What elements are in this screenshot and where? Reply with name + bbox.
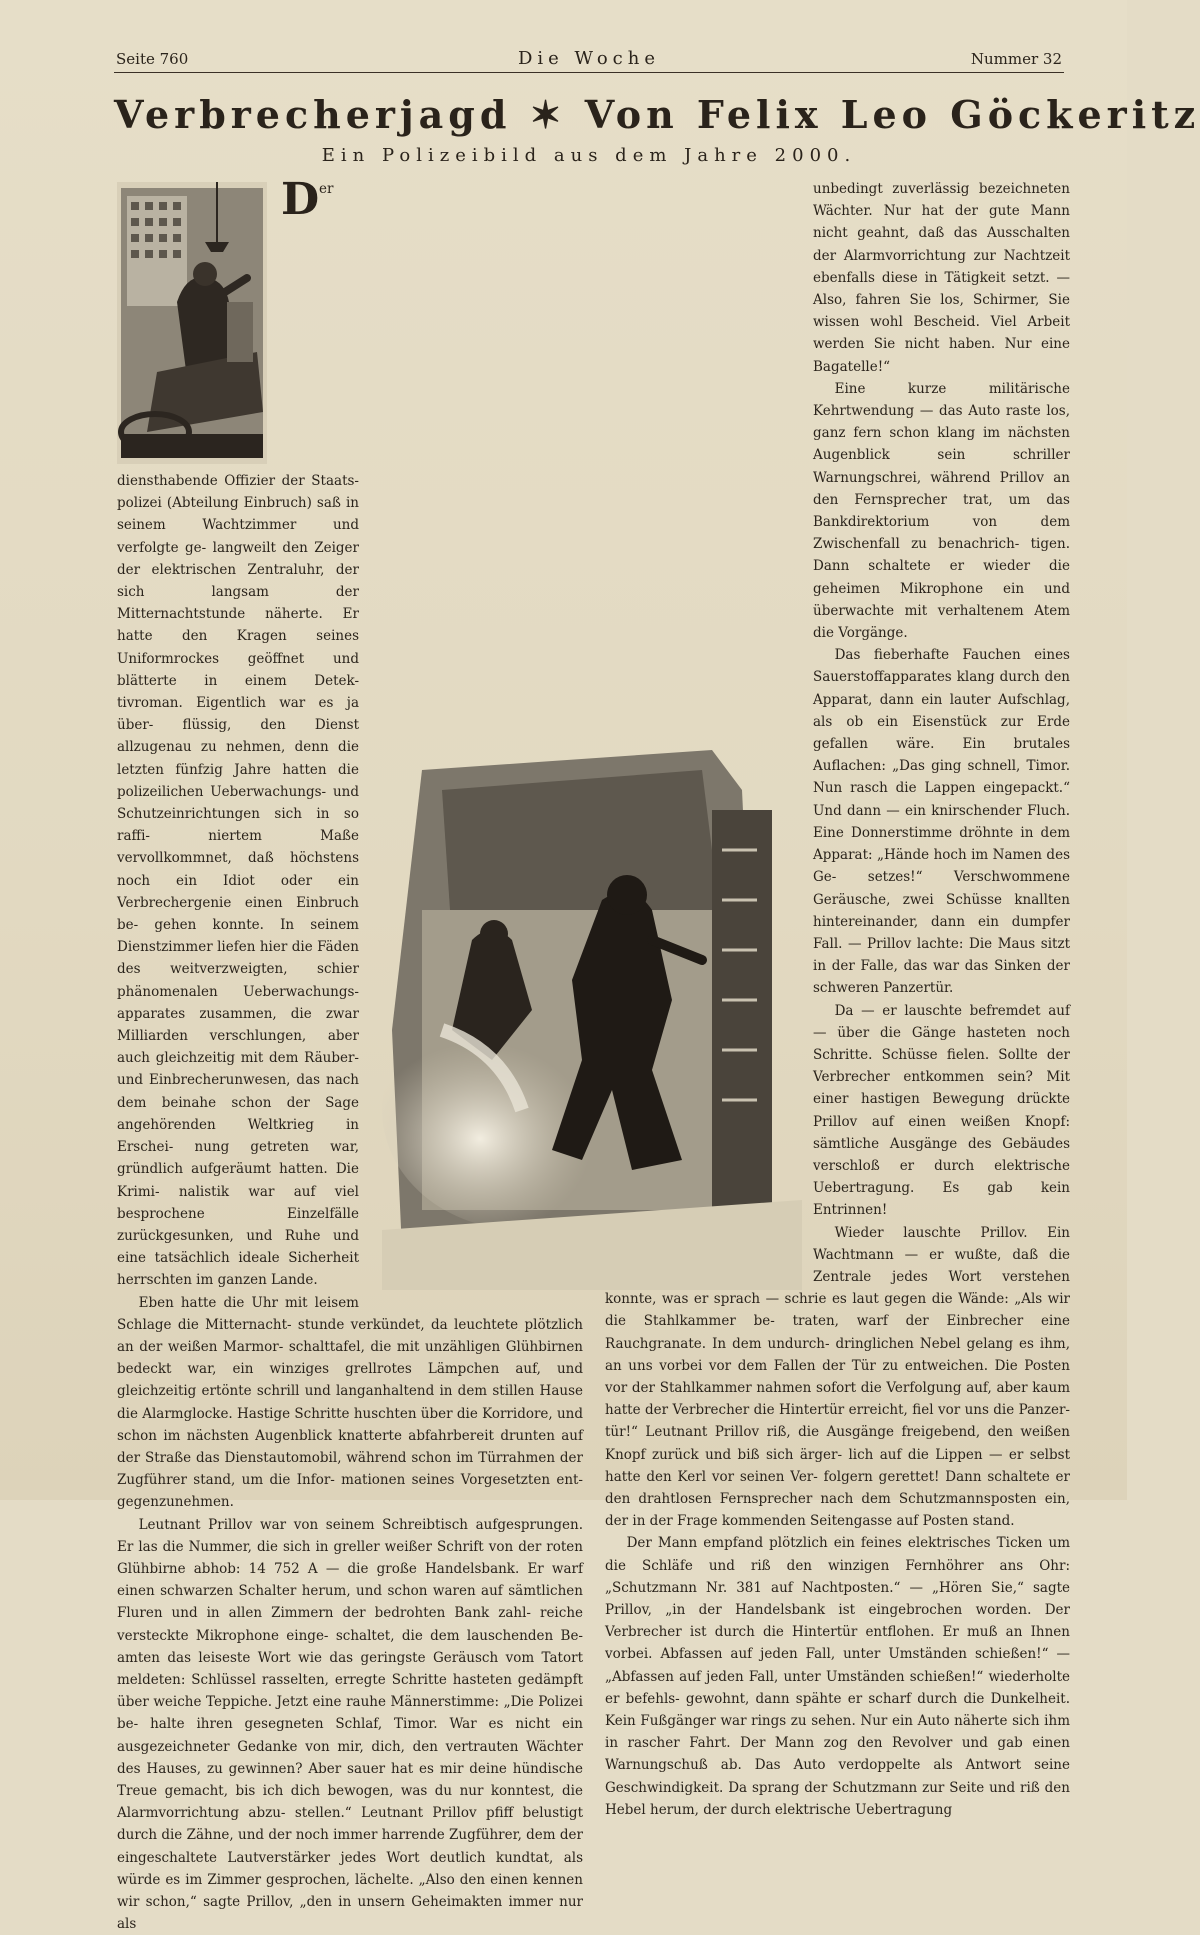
officer-illustration xyxy=(117,182,267,464)
header-rule xyxy=(114,72,1064,73)
paragraph: Das fieberhafte Fauchen eines Sauerstoffapparates klang durch den Apparat, dann ein lauter Aufschlag, als ob ein Eisenstück zur Erde gefallen wäre. Ein brutales Auflachen: „Das ging schnell, Timor. Nun rasch die Lappen eingepackt.“ Und dann — ein knirschender Fluch. Eine Donnerstimme dröhnte in dem Apparat: „Hände hoch im Namen des Ge- setzes!“ Verschwommene Geräusche, zwei Schüsse knallten hintereinander, dann ein dumpfer Fall. — Prillov lachte: Die Maus sitzt in der Falle, das war das Sinken der schweren Panzertür. xyxy=(813,647,1070,997)
magazine-title: Die Woche xyxy=(517,48,660,69)
paragraph: Leutnant Prillov war von seinem Schreibtisch aufgesprungen. Er las die Nummer, die sich in greller weißer Schrift von der roten Glühbirne abhob: 14 752 A — die große Handelsbank. Er warf einen schwarzen Schalter herum, und schon waren auf sämtlichen Fluren und in allen Zimmern der bedrohten Bank zahl- reiche versteckte Mikrophone einge- schaltet, die dem lauschenden Be- amten das leiseste Wort wie das geringste Geräusch vom Tatort meldeten: Schlüssel rasselten, erregte Schritte hasteten gedämpft über weiche Teppiche. Jetzt eine rauhe Männerstimme: „Die Polizei be- halte ihren gesegneten Schlaf, Timor. War es nicht ein ausgezeichneter Gedanke von mir, dich, den vertrauten Wächter des Hauses, zu gewinnen? Aber sauer hat es mir deine hündische Treue gemacht, bis ich dich bewogen, was du nur konntest, die Alarmvorrichtung abzu- stellen.“ Leutnant Prillov pfiff belustigt durch die Zähne, und der noch immer harrende Zugführer, dem der eingeschaltete Lautverstärker jedes Wort deutlich kundtat, als würde es im Zimmer gesprochen, lächelte. „Also den einen kennen wir schon,“ sagte Prillov, „den in unsern Geheimakten immer nur als xyxy=(117,1516,583,1933)
article-subtitle: Ein Polizeibild aus dem Jahre 2000. xyxy=(321,145,857,166)
article-title: Verbrecherjagd ✶ Von Felix Leo Göckeritz xyxy=(114,92,1200,137)
drop-cap: D xyxy=(281,174,320,225)
issue-number: Nummer 32 xyxy=(970,50,1062,68)
paragraph: Eben hatte die Uhr mit leisem Schlage die Mitternacht- stunde verkündet, da leuchtete plötzlich an der weißen Marmor- schalttafel, die mit unzähligen Glühbirnen bedeckt war, ein winziges grellrotes Lämpchen auf, und gleichzeitig ertönte schrill und langanhaltend in dem stillen Hause die Alarmglocke. Hastige Schritte huschten über die Korridore, und schon im nächsten Augenblick knatterte abfahrbereit drunten auf der Straße das Dienstautomobil, während schon im Türrahmen der Zugführer stand, um die Infor- mationen seines Vorgesetzten ent- gegenzunehmen. xyxy=(117,1294,584,1511)
paragraph: unbedingt zuverlässig bezeichneten Wächter. Nur hat der gute Mann nicht geahnt, daß das Ausschalten der Alarmvorrichtung zur Nachtzeit ebenfalls diese in Tätigkeit setzt. — Also, fahren Sie los, Schirmer, Sie wissen wohl Bescheid. Viel Arbeit werden Sie nicht haben. Nur eine Bagatelle!“ xyxy=(813,181,1070,375)
paragraph: Der Mann empfand plötzlich ein feines elektrisches Ticken um die Schläfe und riß den winzigen Fernhöhrer ans Ohr: „Schutzmann Nr. 381 auf Nachtposten.“ — „Hören Sie,“ sagte Prillov, „in der Handelsbank ist eingebrochen worden. Der Verbrecher ist durch die Hintertür entflohen. Er muß an Ihnen vorbei. Abfassen auf jeden Fall, unter Umständen schießen!“ — „Abfassen auf jeden Fall, unter Umständen schießen!“ wiederholte er befehls- gewohnt, dann spähte er scharf durch die Dunkelheit. Kein Fußgänger war rings zu sehen. Nur ein Auto näherte sich ihm in rascher Fahrt. Der Mann zog den Revolver und gab einen Warnungschuß ab. Das Auto verdoppelte als Antwort seine Geschwindigkeit. Da sprang der Schutzmann zur Seite und riß den Hebel herum, der durch elektrische Uebertragung xyxy=(605,1535,1070,1818)
page-number: Seite 760 xyxy=(116,50,189,68)
paragraph: Da — er lauschte befremdet auf — über die Gänge hasteten noch Schritte. Schüsse fielen. Sollte der Verbrecher entkommen sein? Mit einer hastigen Bewegung drückte Prillov auf einen weißen Knopf: sämtliche Ausgänge des Gebäudes verschloß er durch elektrische Uebertragung. Es gab kein Entrinnen! xyxy=(813,1002,1070,1219)
running-head xyxy=(114,46,1064,72)
paragraph: er diensthabende Offizier der Staats- polizei (Abteilung Einbruch) saß in seinem Wachtzimmer und verfolgte ge- langweilt den Zeiger der elektrischen Zentraluhr, der sich langsam der Mitternachtstunde näherte. Er hatte den Kragen seines Uniformrockes geöffnet und blätterte in einem Detek- tivroman. Eigentlich war es ja über- flüssig, den Dienst allzugenau zu nehmen, denn die letzten fünfzig Jahre hatten die polizeilichen Ueberwachungs- und Schutzeinrichtungen sich in so raffi- niertem Maße vervollkommnet, daß höchstens noch ein Idiot oder ein Verbrechergenie einen Einbruch be- gehen konnte. In seinem Dienstzimmer liefen hier die Fäden des weitverzweigten, schier phänomenalen Ueberwachungs- apparates zusammen, die zwar Milliarden verschlungen, aber auch gleichzeitig mit dem Räuber- und Einbrecherunwesen, das nach dem beinahe schon der Sage angehörenden Weltkrieg in Erschei- nung getreten war, gründlich aufgeräumt hatten. Die Krimi- nalistik war auf viel besprochene Einzelfälle zurückgesunken, und Ruhe und eine tatsächlich ideale Sicherheit herrschten im ganzen Lande. xyxy=(117,181,359,1289)
paragraph: Eine kurze militärische Kehrtwendung — das Auto raste los, ganz fern schon klang im nächsten Augenblick sein schriller Warnungschrei, während Prillov an den Fernsprecher trat, um das Bankdirektorium von dem Zwischenfall zu benachrich- tigen. Dann schaltete er wieder die geheimen Mikrophone ein und überwachte mit verhaltenem Atem die Vorgänge. xyxy=(813,380,1070,642)
paragraph: Wieder lauschte Prillov. Ein Wachtmann — er wußte, daß die Zentrale jedes Wort verstehen konnte, was er sprach — schrie es laut gegen die Wände: „Als wir die Stahlkammer be- traten, warf der Einbrecher eine Rauchgranate. In dem undurch- dringlichen Nebel gelang es ihm, an uns vorbei vor dem Fallen der Tür zu entweichen. Die Posten vor der Stahlkammer nahmen sofort die Verfolgung auf, aber kaum hatte der Verbrecher die Hintertür erreicht, fiel vor uns die Panzer- tür!“ Leutnant Prillov riß, die Ausgänge freigebend, den weißen Knopf zurück und biß sich ärger- lich auf die Lippen — er selbst hatte den Kerl vor seinen Ver- folgern gerettet! Dann schaltete er den drahtlosen Fernsprecher nach dem Schutzmannsposten ein, der in der Frage kommenden Seitengasse auf Posten stand. xyxy=(605,1224,1070,1530)
vault-illustration xyxy=(382,730,802,1290)
